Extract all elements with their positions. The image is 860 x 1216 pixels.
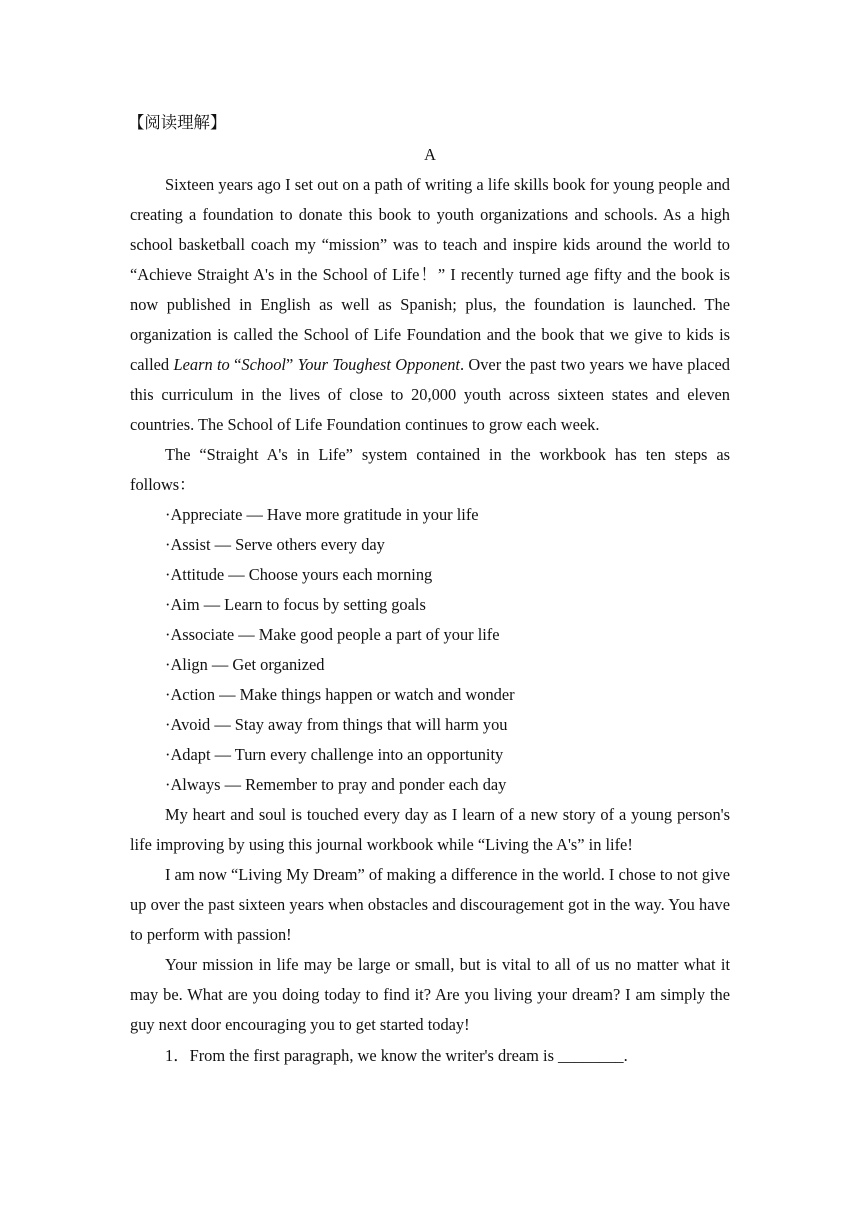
paragraph-2: The “Straight A's in Life” system contained in the workbook has ten steps as follows： bbox=[130, 445, 730, 494]
book-title-part-3: Your Toughest Opponent bbox=[297, 355, 460, 374]
list-item: ·Assist — Serve others every day bbox=[165, 535, 385, 554]
list-item: ·Avoid — Stay away from things that will harm you bbox=[165, 715, 508, 734]
document-page bbox=[130, 108, 730, 1072]
list-item: ·Align — Get organized bbox=[165, 655, 325, 674]
paragraph-1-text-start: Sixteen years ago I set out on a path of writing a life skills book for young people and creating a foundation to donate this book to youth organizations and schools. As a high school basketball coach my “mission” was to teach and inspire kids around the world to “Achieve Straight A's in the School of Life！” I recently turned age fifty and the book is now published in English as well as Spanish; plus, the foundation is launched. The organization is called the School of Life Foundation and the book that we give to kids is called bbox=[130, 175, 730, 374]
list-item: ·Adapt — Turn every challenge into an opportunity bbox=[165, 745, 504, 764]
section-label: 【阅读理解】 bbox=[128, 113, 227, 132]
paragraph-1 bbox=[130, 170, 730, 440]
question-1: 1．From the first paragraph, we know the writer's dream is ________. bbox=[165, 1046, 628, 1065]
book-title-open-quote: “ bbox=[229, 355, 242, 374]
list-item: ·Always — Remember to pray and ponder each day bbox=[165, 775, 507, 794]
book-title-part-1: Learn to bbox=[173, 355, 230, 374]
list-item: ·Associate — Make good people a part of your life bbox=[165, 625, 500, 644]
steps-list bbox=[130, 500, 730, 800]
list-item: ·Attitude — Choose yours each morning bbox=[165, 565, 433, 584]
paragraph-5: Your mission in life may be large or small, but is vital to all of us no matter what it may be. What are you doing today to find it? Are you living your dream? I am simply the guy next door encouraging you to get started today! bbox=[130, 955, 730, 1034]
paragraph-3: My heart and soul is touched every day as I learn of a new story of a young person's life improving by using this journal workbook while “Living the A's” in life! bbox=[130, 805, 730, 854]
passage-title: A bbox=[424, 145, 436, 164]
list-item: ·Aim — Learn to focus by setting goals bbox=[165, 595, 426, 614]
book-title-close-quote: ” bbox=[286, 355, 298, 374]
paragraph-1-text-end: . Over the past two years we have placed this curriculum in the lives of close to 20,000 youth across sixteen states and eleven countries. The School of Life Foundation continues to grow each week. bbox=[130, 355, 731, 434]
list-item: ·Appreciate — Have more gratitude in your life bbox=[165, 505, 479, 524]
book-title-part-2: School bbox=[241, 355, 286, 374]
paragraph-4: I am now “Living My Dream” of making a difference in the world. I chose to not give up over the past sixteen years when obstacles and discouragement got in the way. You have to perform with passion! bbox=[130, 865, 731, 944]
list-item: ·Action — Make things happen or watch and wonder bbox=[165, 685, 515, 704]
